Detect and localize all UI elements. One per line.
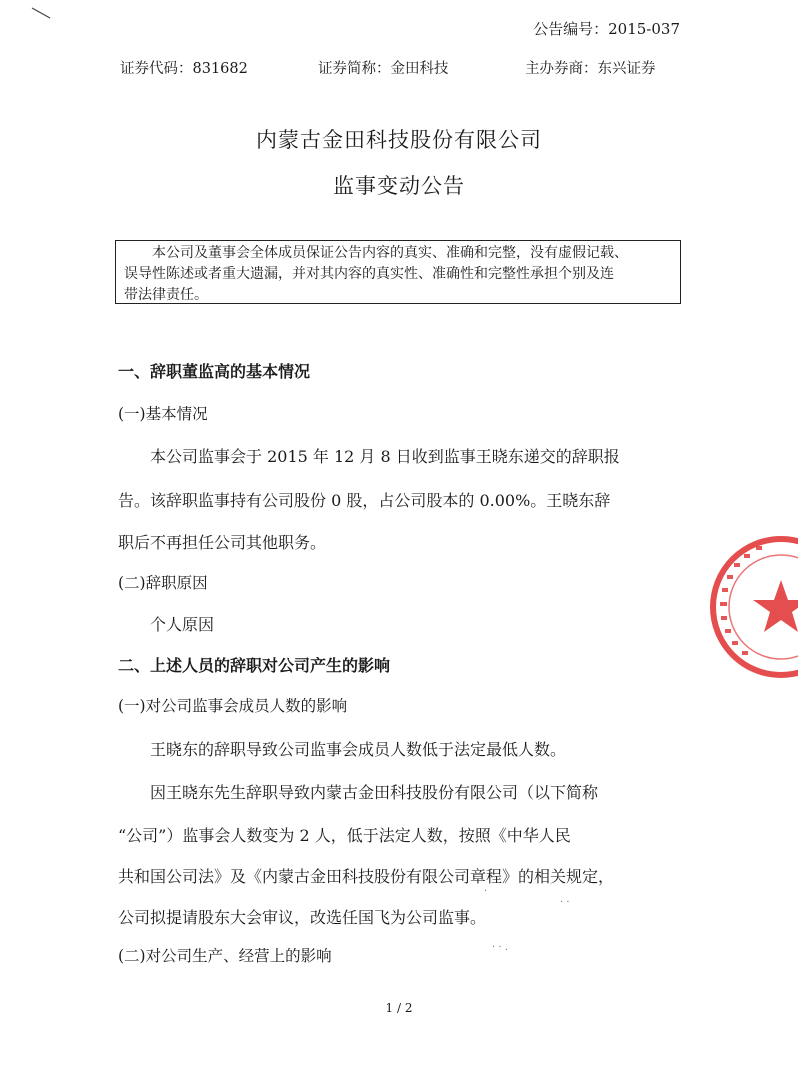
disclaimer-line-3: 带法律责任。 — [124, 287, 208, 303]
section-1-subheading-1: (一)基本情况 — [118, 405, 208, 423]
section-1-paragraph-1-line-3: 职后不再担任公司其他职务。 — [118, 533, 327, 552]
disclaimer-line-2: 误导性陈述或者重大遗漏，并对其内容的真实性、准确性和完整性承担个别及连 — [124, 266, 614, 282]
scan-speck: · · . — [492, 942, 508, 953]
section-1-paragraph-1-line-2: 告。该辞职监事持有公司股份 0 股，占公司股本的 0.00%。王晓东辞 — [118, 491, 611, 510]
sponsor-broker: 主办券商：东兴证券 — [525, 61, 656, 77]
page-number: 1 / 2 — [385, 1001, 413, 1015]
section-2-paragraph-2-line-2: “公司”）监事会人数变为 2 人，低于法定人数，按照《中华人民 — [118, 826, 571, 845]
notice-subject-title: 监事变动公告 — [333, 174, 465, 198]
notice-number: 公告编号：2015-037 — [533, 20, 680, 38]
section-2-paragraph-2-line-4: 公司拟提请股东大会审议，改选任国飞为公司监事。 — [118, 908, 487, 927]
section-2-paragraph-2-line-1: 因王晓东先生辞职导致内蒙古金田科技股份有限公司（以下简称 — [150, 783, 599, 802]
scan-speck: · · — [560, 897, 570, 908]
company-seal-stamp — [706, 532, 798, 682]
scan-speck: · — [484, 886, 488, 897]
section-2-paragraph-1: 王晓东的辞职导致公司监事会成员人数低于法定最低人数。 — [150, 740, 567, 759]
section-1-heading: 一、辞职董监高的基本情况 — [118, 362, 311, 381]
security-abbreviation: 证券简称：金田科技 — [318, 61, 449, 77]
section-1-paragraph-2: 个人原因 — [150, 615, 215, 634]
section-2-subheading-2: (二)对公司生产、经营上的影响 — [118, 947, 332, 965]
section-2-subheading-1: (一)对公司监事会成员人数的影响 — [118, 697, 348, 715]
disclaimer-line-1: 本公司及董事会全体成员保证公告内容的真实、准确和完整，没有虚假记载、 — [152, 245, 628, 261]
section-1-subheading-2: (二)辞职原因 — [118, 574, 208, 592]
section-2-paragraph-2-line-3: 共和国公司法》及《内蒙古金田科技股份有限公司章程》的相关规定， — [118, 867, 615, 886]
security-code: 证券代码：831682 — [120, 61, 248, 77]
company-title: 内蒙古金田科技股份有限公司 — [256, 128, 542, 152]
section-2-heading: 二、上述人员的辞职对公司产生的影响 — [118, 656, 391, 675]
section-1-paragraph-1-line-1: 本公司监事会于 2015 年 12 月 8 日收到监事王晓东递交的辞职报 — [150, 447, 620, 466]
disclaimer-box — [115, 240, 681, 304]
scan-corner-mark — [30, 6, 54, 20]
